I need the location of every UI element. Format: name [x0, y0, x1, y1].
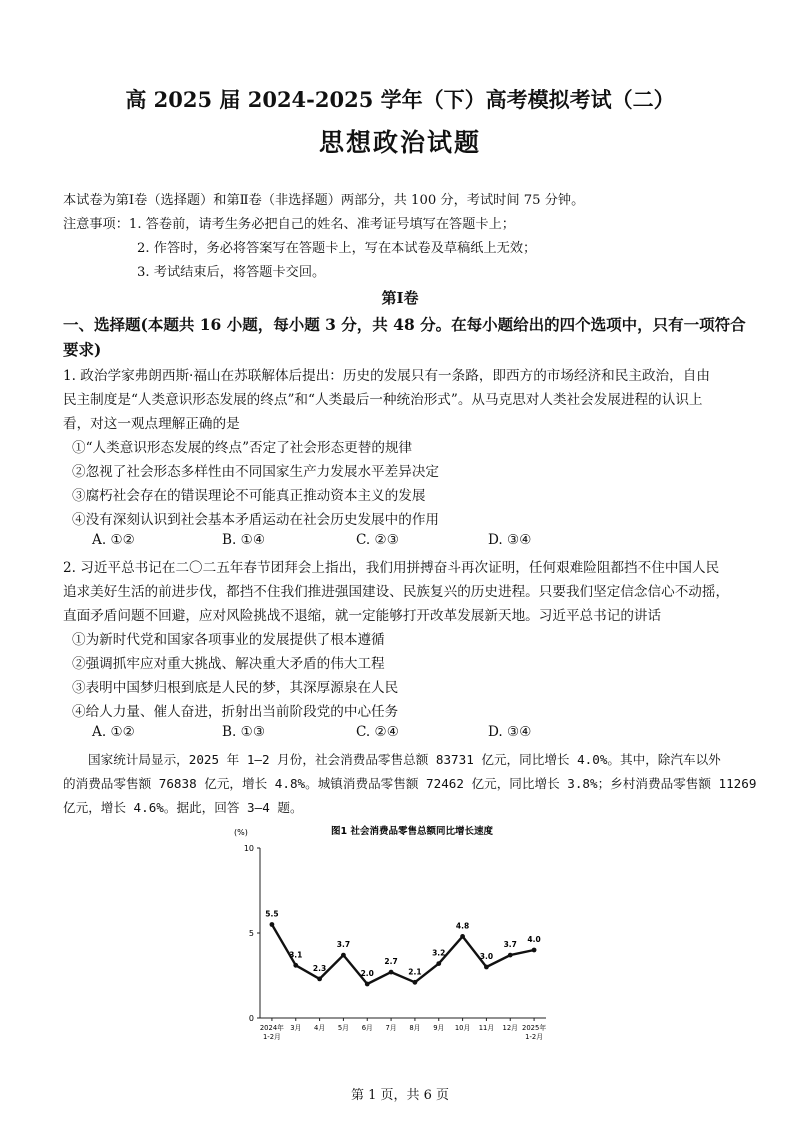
x-tick-label: 8月: [409, 1024, 421, 1032]
x-tick-label: 4月: [314, 1024, 326, 1032]
page-footer: 第 1 页，共 6 页: [350, 1088, 450, 1103]
x-tick-label: 12月: [502, 1024, 518, 1032]
data-label: 4.0: [527, 935, 541, 944]
note-3: 3. 考试结束后，将答题卡交回。: [137, 265, 326, 280]
data-point: [341, 953, 346, 958]
q2-choice-a: A. ①②: [92, 724, 135, 740]
q1-item-2: ②忽视了社会形态多样性由不同国家生产力发展水平差异决定: [72, 464, 440, 480]
x-tick-label: 3月: [290, 1024, 302, 1032]
note-1: 注意事项：1. 答卷前，请考生务必把自己的姓名、准考证号填写在答题卡上；: [63, 217, 515, 232]
x-tick-label: 10月: [454, 1024, 471, 1032]
q1-line2: 民主制度是“人类意识形态发展的终点”和“人类最后一种统治形式”。从马克思对人类社会发展进程的认识上: [63, 392, 703, 408]
volume-heading: 第Ⅰ卷: [381, 289, 419, 307]
chart-title: 图1 社会消费品零售总额同比增长速度: [331, 826, 493, 837]
data-label: 2.3: [312, 963, 327, 973]
x-tick-label: 11月: [478, 1024, 495, 1032]
material-line2: 的消费品零售额 76838 亿元，增长 4.8%。城镇消费品零售额 72462 亿元，同比增长 3.8%；乡村消费品零售额 11269: [63, 776, 757, 791]
x-tick-label: 5月: [337, 1024, 349, 1032]
data-label: 4.8: [455, 921, 470, 931]
x-tick-label: 9月: [433, 1024, 445, 1032]
data-point: [365, 982, 370, 987]
q1-item-3: ③腐朽社会存在的错误理论不可能真正推动资本主义的发展: [72, 488, 426, 504]
series-line: [272, 925, 534, 985]
data-point: [460, 934, 465, 939]
growth-rate-line-chart: [220, 818, 580, 1058]
section-heading-line2: 要求): [63, 340, 102, 359]
q1-choice-c: C. ②③: [356, 532, 399, 548]
x-tick-label: 2025年: [522, 1024, 547, 1032]
y-tick-label: 5: [248, 929, 254, 938]
x-tick-label: 7月: [385, 1024, 397, 1032]
data-label: 3.0: [479, 952, 494, 961]
data-label: 2.1: [408, 967, 422, 977]
q1-choice-b: B. ①④: [222, 532, 266, 548]
subject-title: 思想政治试题: [318, 128, 481, 157]
exam-intro: 本试卷为第Ⅰ卷（选择题）和第Ⅱ卷（非选择题）两部分，共 100 分，考试时间 75 分钟。: [63, 193, 585, 208]
x-tick-label: 1-2月: [262, 1033, 281, 1041]
data-label: 5.5: [265, 909, 279, 919]
material-line3: 亿元，增长 4.6%。据此，回答 3—4 题。: [63, 800, 303, 815]
data-label: 3.7: [503, 940, 517, 950]
q1-choice-d: D. ③④: [488, 532, 532, 548]
q2-line1: 2. 习近平总书记在二〇二五年春节团拜会上指出，我们用拼搏奋斗再次证明，任何艰难险阻都挡不住中国人民: [63, 560, 720, 576]
data-label: 2.7: [384, 957, 398, 967]
note-2: 2. 作答时，务必将答案写在答题卡上，写在本试卷及草稿纸上无效；: [137, 241, 537, 256]
q2-choice-b: B. ①③: [222, 724, 266, 740]
q2-item-1: ①为新时代党和国家各项事业的发展提供了根本遵循: [72, 632, 385, 648]
q1-item-1: ①“人类意识形态发展的终点”否定了社会形态更替的规律: [72, 440, 413, 456]
x-tick-label: 2024年: [259, 1024, 284, 1032]
chart-y-axis-label: (%): [234, 828, 248, 837]
data-label: 3.2: [432, 948, 446, 958]
q2-line2: 追求美好生活的前进步伐，都挡不住我们推进强国建设、民族复兴的历史进程。只要我们坚定信念信心不动摇，: [63, 584, 730, 600]
data-point: [436, 961, 441, 966]
data-point: [508, 953, 513, 958]
q1-line1: 1. 政治学家弗朗西斯·福山在苏联解体后提出：历史的发展只有一条路，即西方的市场经济和民主政治，自由: [63, 368, 710, 384]
data-label: 3.1: [289, 950, 303, 960]
q1-item-4: ④没有深刻认识到社会基本矛盾运动在社会历史发展中的作用: [72, 512, 440, 528]
data-point: [413, 980, 418, 985]
q2-item-3: ③表明中国梦归根到底是人民的梦，其深厚源泉在人民: [72, 680, 399, 696]
x-tick-label: 1-2月: [525, 1033, 544, 1041]
data-point: [532, 948, 537, 953]
section-heading-line1: 一、选择题(本题共 16 小题，每小题 3 分，共 48 分。在每小题给出的四个选项中，只有一项符合: [63, 315, 746, 334]
q2-line3: 直面矛盾问题不回避，应对风险挑战不退缩，就一定能够打开改革发展新天地。习近平总书记的讲话: [63, 608, 662, 624]
data-point: [270, 922, 275, 927]
q1-line3: 看，对这一观点理解正确的是: [63, 416, 240, 432]
material-line1: 国家统计局显示，2025 年 1—2 月份，社会消费品零售总额 83731 亿元，同比增长 4.0%。其中，除汽车以外: [88, 752, 721, 767]
q2-item-4: ④给人力量、催人奋进，折射出当前阶段党的中心任务: [72, 704, 399, 720]
q2-choice-c: C. ②④: [356, 724, 399, 740]
data-point: [317, 977, 322, 982]
x-tick-label: 6月: [361, 1024, 373, 1032]
q1-choice-a: A. ①②: [92, 532, 135, 548]
data-label: 2.0: [360, 969, 374, 978]
y-tick-label: 0: [248, 1014, 254, 1023]
data-point: [484, 965, 489, 970]
y-tick-label: 10: [243, 844, 254, 853]
data-point: [293, 963, 298, 968]
data-point: [389, 970, 394, 975]
data-label: 3.7: [336, 940, 351, 950]
q2-item-2: ②强调抓牢应对重大挑战、解决重大矛盾的伟大工程: [72, 656, 385, 672]
exam-title: 高 2025 届 2024-2025 学年（下）高考模拟考试（二）: [125, 87, 675, 112]
q2-choice-d: D. ③④: [488, 724, 532, 740]
